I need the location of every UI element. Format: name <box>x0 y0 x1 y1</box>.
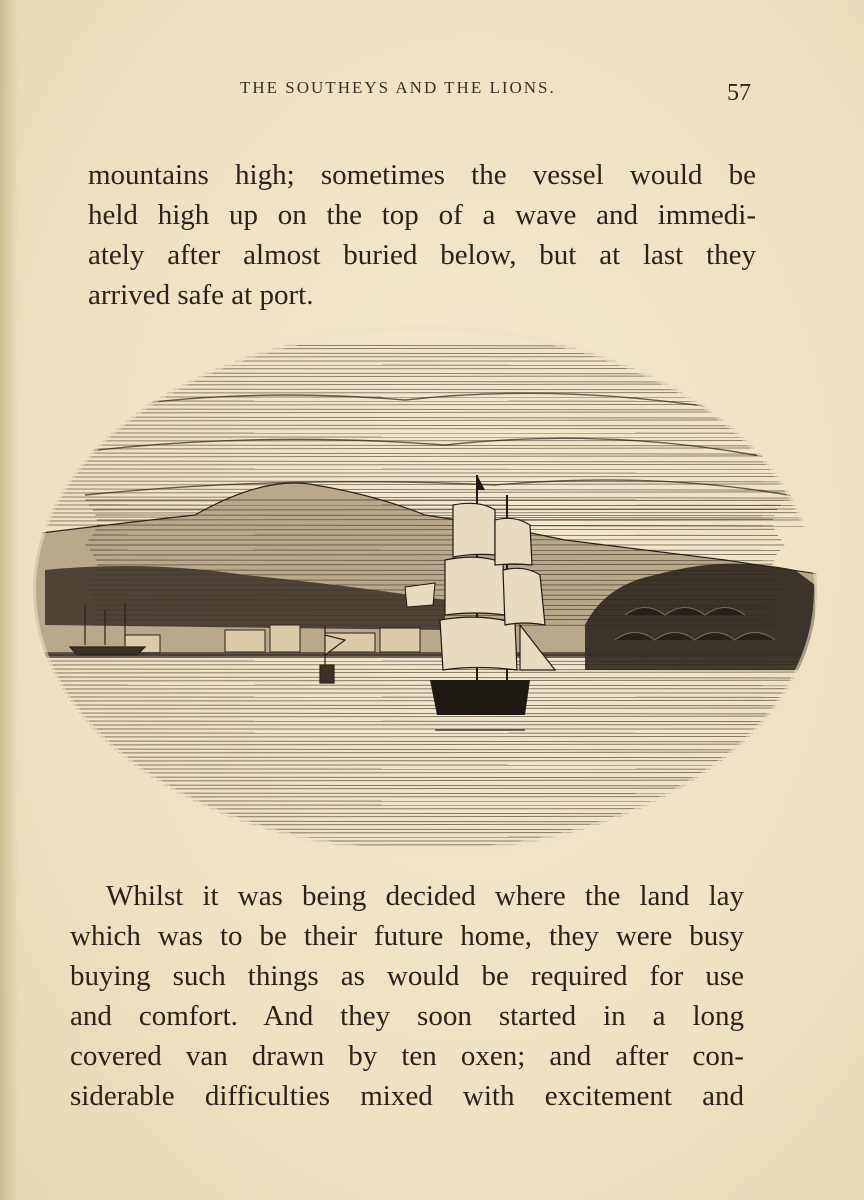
text-line: arrived safe at port. <box>88 279 314 311</box>
hatch-line <box>40 373 811 374</box>
sky-hatching <box>25 345 825 526</box>
hatch-line <box>38 389 812 390</box>
hatch-line <box>36 757 814 758</box>
hatch-line <box>39 744 810 745</box>
hatch-line <box>42 420 808 421</box>
text-line: which was to be their future home, they were busy <box>70 920 744 952</box>
text-line: and comfort. And they soon started in a long <box>70 1000 744 1032</box>
hatch-line <box>93 554 776 555</box>
hatch-line <box>93 509 778 510</box>
water-hatching <box>25 661 825 845</box>
running-head: THE SOUTHEYS AND THE LIONS. <box>240 78 556 97</box>
hatch-line <box>35 700 816 701</box>
hatch-line <box>38 716 812 717</box>
page-number: 57 <box>727 80 751 106</box>
hatch-line <box>40 708 811 709</box>
hatch-line <box>38 705 812 706</box>
hatch-line <box>40 497 809 498</box>
hatch-line <box>42 376 807 377</box>
hatch-line <box>43 417 807 418</box>
text-line: covered van drawn by ten oxen; and after con- <box>70 1040 744 1072</box>
hatch-line <box>40 672 810 673</box>
hatch-line <box>38 680 813 681</box>
hatch-line <box>35 721 815 722</box>
text-line: siderable difficulties mixed with excitement and <box>70 1080 744 1112</box>
text-line: held high up on the top of a wave and immedi- <box>88 199 756 231</box>
hatch-line <box>34 428 815 429</box>
text-line: Whilst it was being decided where the land lay <box>106 880 744 912</box>
hatch-line <box>39 824 810 825</box>
hatch-line <box>40 785 810 786</box>
hatch-line <box>34 685 815 686</box>
hatch-line <box>35 464 814 465</box>
text-line: mountains high; sometimes the vessel would be <box>88 159 756 191</box>
hatch-line <box>37 829 813 830</box>
hatch-line <box>39 409 811 410</box>
hatch-line <box>42 456 807 457</box>
hatch-line <box>39 752 812 753</box>
hatch-line <box>39 425 811 426</box>
hatch-line <box>43 453 807 454</box>
hatch-line <box>33 392 817 393</box>
quay <box>25 652 825 658</box>
hatch-line <box>36 813 814 814</box>
hatch-line <box>39 816 811 817</box>
page-gutter-shadow <box>0 0 18 1200</box>
hatch-line <box>43 381 807 382</box>
hatch-line <box>40 713 810 714</box>
hatch-line <box>40 749 810 750</box>
text-line: ately after almost buried below, but at last they <box>88 239 756 271</box>
hatch-line <box>41 384 808 385</box>
hatch-line <box>41 484 809 485</box>
text-line: buying such things as would be required for use <box>70 960 744 992</box>
hatch-line <box>40 461 811 462</box>
hatch-line <box>37 741 812 742</box>
hatch-line <box>33 440 816 441</box>
hatch-line <box>33 832 816 833</box>
hatch-line <box>42 412 808 413</box>
hatch-line <box>43 345 807 346</box>
hatch-line <box>40 821 810 822</box>
hatch-line <box>37 793 814 794</box>
hatch-line <box>33 796 818 797</box>
hatch-line <box>39 788 811 789</box>
paragraph-new <box>70 876 744 1116</box>
hatch-line <box>37 353 812 354</box>
hatch-line <box>40 677 811 678</box>
paragraph-continued <box>88 155 756 315</box>
hatch-line <box>42 448 809 449</box>
hatch-line <box>37 481 812 482</box>
hatch-line <box>35 664 814 665</box>
hatch-line <box>34 736 816 737</box>
ship-harbour-engraving <box>25 325 825 865</box>
hatch-line <box>33 772 817 773</box>
hatch-line <box>43 492 808 493</box>
hatch-line <box>41 348 809 349</box>
hatch-line <box>35 368 814 369</box>
